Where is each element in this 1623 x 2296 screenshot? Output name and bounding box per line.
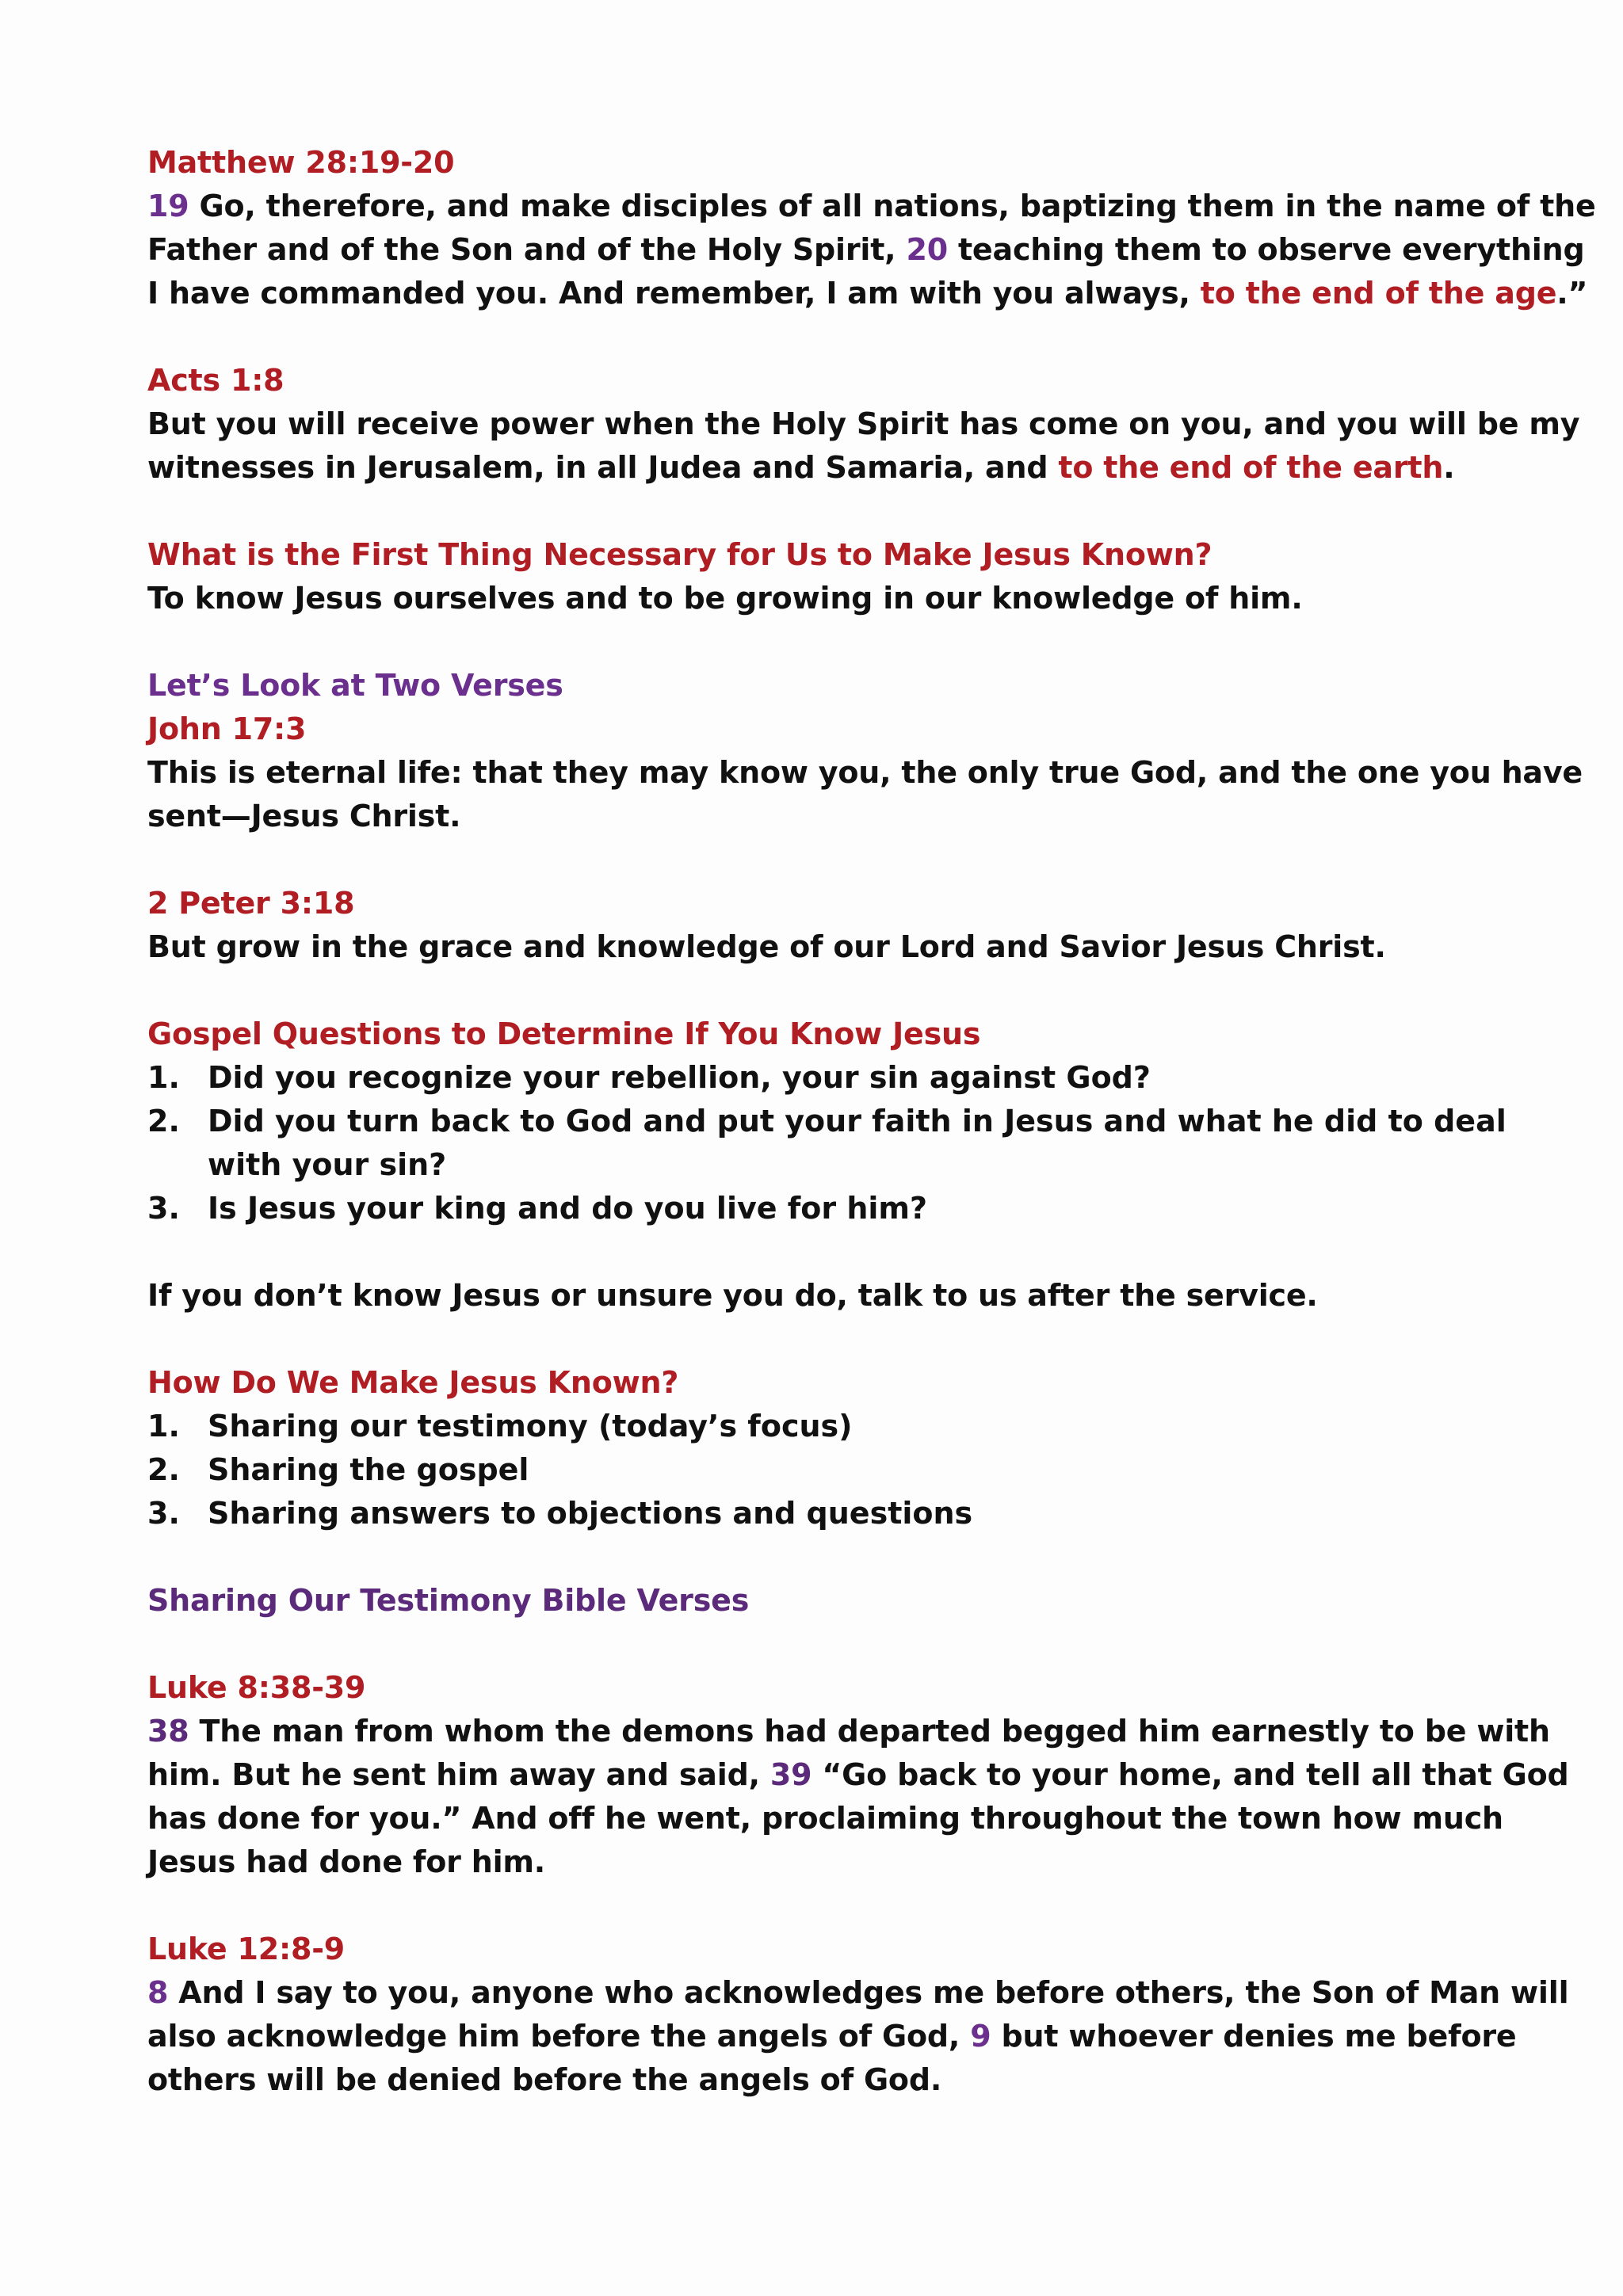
gospel-note: If you don’t know Jesus or unsure you do, talk to us after the service.: [147, 1278, 1318, 1313]
verse-number-20: 20: [906, 232, 948, 267]
list-item: 1. Did you recognize your rebellion, your sin against God?: [147, 1060, 1151, 1095]
verse-number-39: 39: [769, 1757, 812, 1792]
luke12-reference: Luke 12:8-9: [147, 1932, 346, 1966]
list-item-continuation: with your sin?: [208, 1147, 447, 1182]
two-verses-heading: Let’s Look at Two Verses: [147, 668, 563, 703]
luke12-verse-line-2: also acknowledge him before the angels of God, 9 but whoever denies me before: [147, 2019, 1517, 2054]
acts-verse-line-1: But you will receive power when the Holy Spirit has come on you, and you will be my: [147, 406, 1580, 441]
how-known-heading: How Do We Make Jesus Known?: [147, 1365, 679, 1400]
luke8-verse-line-2: him. But he sent him away and said, 39 “Go back to your home, and tell all that God: [147, 1757, 1569, 1792]
list-item: 3. Is Jesus your king and do you live for him?: [147, 1191, 928, 1226]
verse-number-8: 8: [147, 1975, 169, 2010]
verse-number-9: 9: [970, 2019, 991, 2054]
testimony-heading: Sharing Our Testimony Bible Verses: [147, 1583, 750, 1618]
gospel-questions-list: [147, 1056, 1507, 1230]
highlight-end-of-age: to the end of the age: [1200, 276, 1557, 311]
matthew-verse-line-2: Father and of the Son and of the Holy Spirit, 20 teaching them to observe everything: [147, 232, 1585, 267]
acts-reference: Acts 1:8: [147, 363, 285, 398]
verse-number-38: 38: [147, 1714, 189, 1749]
luke8-verse-line-3: has done for you.” And off he went, proclaiming throughout the town how much: [147, 1801, 1503, 1836]
matthew-verse-line-3: I have commanded you. And remember, I am with you always, to the end of the age.”: [147, 276, 1588, 311]
luke8-verse-line-4: Jesus had done for him.: [147, 1844, 546, 1879]
luke12-verse-line-3: others will be denied before the angels of God.: [147, 2062, 942, 2097]
gospel-questions-heading: Gospel Questions to Determine If You Know Jesus: [147, 1016, 981, 1051]
acts-verse-line-2: witnesses in Jerusalem, in all Judea and Samaria, and to the end of the earth.: [147, 450, 1455, 485]
verse-number-19: 19: [147, 189, 189, 223]
peter-verse: But grow in the grace and knowledge of our Lord and Savior Jesus Christ.: [147, 929, 1386, 964]
peter-reference: 2 Peter 3:18: [147, 886, 355, 921]
first-thing-heading: What is the First Thing Necessary for Us to Make Jesus Known?: [147, 537, 1212, 572]
luke12-verse-line-1: 8 And I say to you, anyone who acknowledges me before others, the Son of Man will: [147, 1975, 1569, 2010]
how-known-list: [147, 1405, 1476, 1535]
john-verse-line-1: This is eternal life: that they may know you, the only true God, and the one you have: [147, 755, 1583, 790]
list-item: 2. Did you turn back to God and put your faith in Jesus and what he did to deal: [147, 1104, 1507, 1138]
john-verse-line-2: sent—Jesus Christ.: [147, 799, 461, 833]
highlight-end-of-earth: to the end of the earth: [1058, 450, 1444, 485]
list-item: 1. Sharing our testimony (today’s focus): [147, 1409, 853, 1444]
matthew-verse-line-1: 19 Go, therefore, and make disciples of all nations, baptizing them in the name of the: [147, 189, 1596, 223]
list-item: 3. Sharing answers to objections and questions: [147, 1496, 973, 1531]
luke8-reference: Luke 8:38-39: [147, 1670, 366, 1705]
john-reference: John 17:3: [147, 711, 307, 746]
luke8-verse-line-1: 38 The man from whom the demons had departed begged him earnestly to be with: [147, 1714, 1550, 1749]
list-item: 2. Sharing the gospel: [147, 1452, 529, 1487]
matthew-reference: Matthew 28:19-20: [147, 145, 455, 180]
first-thing-answer: To know Jesus ourselves and to be growing in our knowledge of him.: [147, 581, 1303, 616]
